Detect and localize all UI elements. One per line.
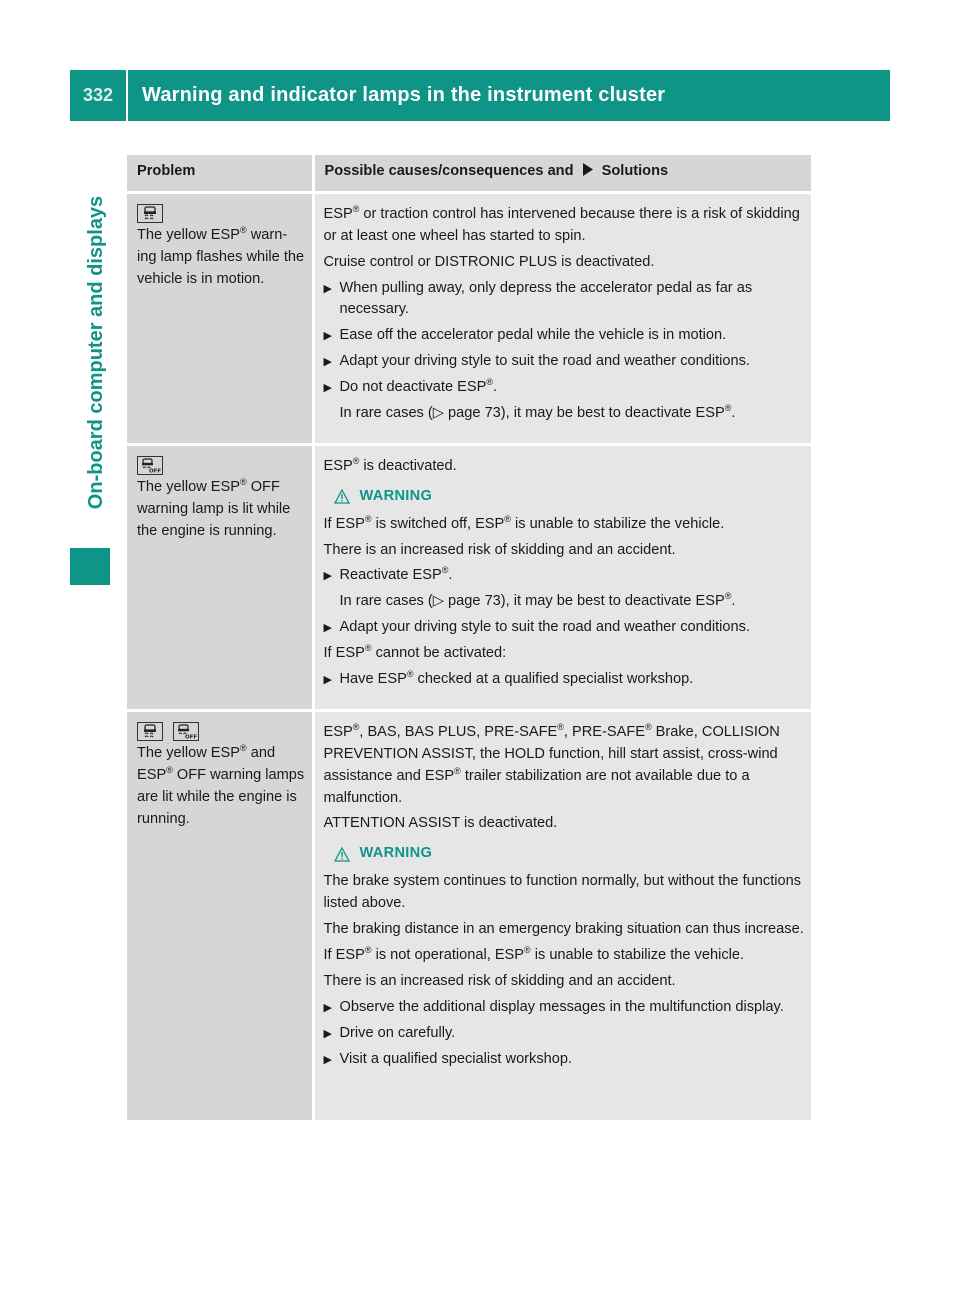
solution-cell — [313, 444, 811, 710]
warning-text: There is an increased risk of skidding and an accident. — [323, 972, 676, 989]
problem-cell — [127, 710, 313, 1120]
warning-lamp-table — [127, 155, 811, 1120]
solution-step: ▶ Observe the additional display messages in the multifunction display. — [324, 997, 806, 1019]
solution-step: ▶ Adapt your driving style to suit the road and weather conditions. — [324, 351, 806, 373]
arrow-right-icon — [582, 163, 594, 176]
page-header — [70, 70, 890, 121]
consequence-text: ATTENTION ASSIST is deactivated. — [323, 815, 558, 832]
esp-warning-lamp-icon — [137, 722, 163, 741]
solution-step: ▶ When pulling away, only depress the accelerator pedal as far as necessary. — [324, 278, 806, 322]
step-arrow-icon: ▶ — [323, 1001, 332, 1014]
warning-heading: WARNING — [334, 486, 806, 508]
esp-off-lamp-icon — [173, 722, 199, 741]
problem-text: The yellow ESP® and — [137, 743, 276, 761]
warning-text: If ESP® is switched off, ESP® is unable to stabilize the vehicle. — [323, 513, 725, 532]
warning-triangle-icon — [334, 847, 350, 862]
warning-text: The braking distance in an emergency braking situation can thus increase. — [323, 921, 804, 938]
column-header-solutions: Possible causes/consequences and Solutions — [313, 155, 811, 192]
svg-text:OFF: OFF — [149, 468, 162, 475]
page-reference-note[interactable]: In rare cases (▷ page 73), it may be best to deactivate ESP®. — [339, 591, 736, 610]
page-reference-note[interactable]: In rare cases (▷ page 73), it may be best to deactivate ESP®. — [339, 403, 736, 422]
problem-text: The yellow ESP® warn-ing lamp flashes while the vehicle is in motion. — [137, 225, 305, 287]
problem-text: ESP® OFF warning lamps are lit while the engine is running. — [137, 764, 305, 827]
esp-warning-lamp-icon — [137, 204, 163, 223]
solution-step: ▶ Adapt your driving style to suit the road and weather conditions. — [324, 617, 806, 639]
step-arrow-icon: ▶ — [323, 330, 332, 343]
solution-step: ▶ Ease off the accelerator pedal while the vehicle is in motion. — [324, 325, 806, 347]
solution-cell — [313, 710, 811, 1120]
step-arrow-icon: ▶ — [323, 356, 332, 369]
table-row — [127, 710, 811, 1120]
page-title: Warning and indicator lamps in the instrument cluster — [142, 84, 666, 106]
step-arrow-icon: ▶ — [323, 622, 332, 635]
cause-text: ESP® or traction control has intervened because there is a risk of skidding or at least one wheel has started to spin. — [323, 204, 800, 244]
table-row — [127, 444, 811, 710]
step-arrow-icon: ▶ — [323, 1053, 332, 1066]
step-arrow-icon: ▶ — [323, 570, 332, 583]
step-arrow-icon: ▶ — [323, 1027, 332, 1040]
solution-step: ▶ Do not deactivate ESP®. — [324, 377, 806, 399]
esp-off-lamp-icon — [137, 456, 163, 475]
solution-step: ▶ Drive on carefully. — [324, 1023, 806, 1045]
condition-text: If ESP® cannot be activated: — [323, 643, 507, 662]
solution-step: ▶ Have ESP® checked at a qualified specialist workshop. — [324, 669, 806, 691]
cause-text: ESP®, BAS, BAS PLUS, PRE-SAFE®, PRE-SAFE® Brake, COLLISION PREVENTION ASSIST, the HOLD function, hill start assist, cross-wind assistance and ESP® trailer stabilization are not available due to a malfunction. — [323, 722, 780, 806]
page-number: 332 — [70, 70, 128, 121]
solution-step: ▶ Reactivate ESP®. — [324, 565, 806, 587]
warning-text: There is an increased risk of skidding and an accident. — [323, 541, 676, 558]
problem-text: The yellow ESP® OFF warning lamp is lit while the engine is running. — [137, 477, 291, 539]
table-row — [127, 192, 811, 444]
warning-text: If ESP® is not operational, ESP® is unable to stabilize the vehicle. — [323, 945, 745, 963]
section-tab-marker — [70, 548, 110, 585]
warning-heading: WARNING — [334, 843, 806, 865]
warning-triangle-icon — [334, 489, 350, 504]
solution-cell — [313, 192, 811, 444]
svg-text:OFF: OFF — [185, 734, 198, 741]
consequence-text: Cruise control or DISTRONIC PLUS is deactivated. — [323, 253, 655, 270]
cause-text: ESP® is deactivated. — [323, 456, 457, 474]
step-arrow-icon: ▶ — [323, 382, 332, 395]
problem-cell — [127, 444, 313, 710]
section-side-title — [83, 166, 111, 536]
step-arrow-icon: ▶ — [323, 674, 332, 687]
column-header-problem: Problem — [127, 155, 313, 192]
warning-text: The brake system continues to function normally, but without the functions listed above. — [323, 873, 802, 912]
problem-cell — [127, 192, 313, 444]
step-arrow-icon: ▶ — [323, 282, 332, 295]
side-title-text: On-board computer and displays — [85, 195, 108, 510]
solution-step: ▶ Visit a qualified specialist workshop. — [324, 1049, 806, 1071]
